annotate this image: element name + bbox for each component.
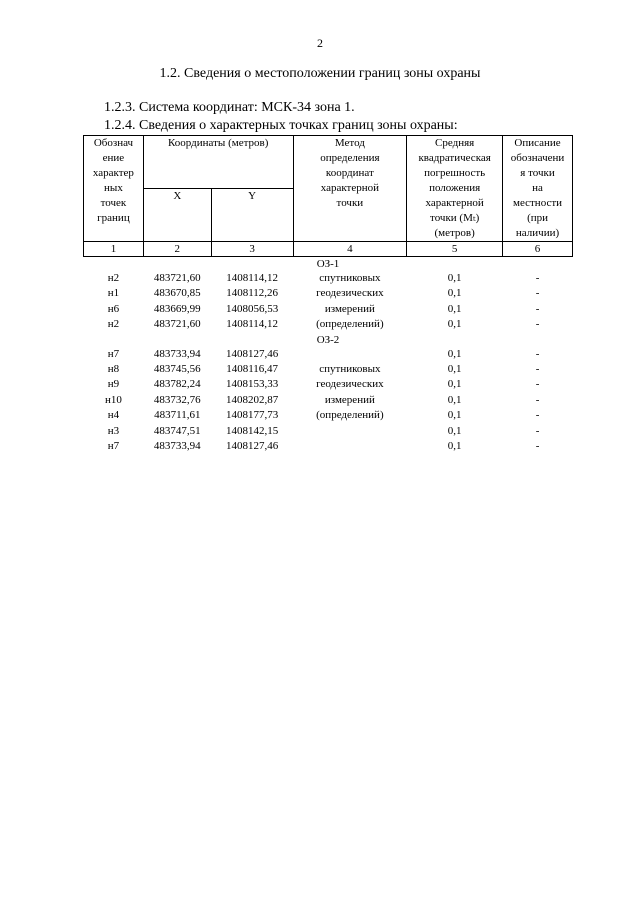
error-value: 0,1 <box>447 440 462 453</box>
method-line: измерений <box>324 302 375 315</box>
coord-x: 483747,51 <box>153 424 201 437</box>
coord-y: 1408127,46 <box>226 347 279 360</box>
description-value: - <box>535 287 540 300</box>
method-line: спутниковых <box>319 272 381 284</box>
column-number: 5 <box>407 242 503 257</box>
section-title: 1.2. Сведения о местоположении границ зоны охраны <box>159 66 481 81</box>
description-value: - <box>535 347 540 360</box>
column-number: 6 <box>503 242 573 257</box>
coord-x: 483745,56 <box>153 363 201 376</box>
header-line: Описание <box>514 137 561 149</box>
method-cell <box>293 347 407 362</box>
error-value: 0,1 <box>447 409 462 422</box>
method-line: (определений) <box>316 318 384 331</box>
coord-x: 483670,85 <box>153 287 201 300</box>
header-line: характерной <box>320 182 380 194</box>
header-line: (при <box>527 212 548 224</box>
table-row <box>84 271 573 286</box>
header-line: погрешность <box>424 167 486 179</box>
method-line: геодезических <box>316 287 384 300</box>
point-id: н2 <box>107 272 120 284</box>
table-row <box>84 408 573 423</box>
description-value: - <box>535 409 540 422</box>
method-cell <box>293 439 407 454</box>
coord-x: 483733,94 <box>153 440 201 453</box>
coord-y: 1408114,12 <box>226 318 279 331</box>
coord-y: 1408153,33 <box>226 378 279 391</box>
header-point-designation <box>84 136 144 242</box>
table-row <box>84 362 573 377</box>
header-y: Y <box>211 189 293 242</box>
coord-y: 1408112,26 <box>226 287 279 300</box>
error-value: 0,1 <box>447 272 462 284</box>
header-line: характерной <box>425 197 484 209</box>
table-row <box>84 424 573 439</box>
coord-y: 1408142,15 <box>226 424 279 437</box>
header-line: характер <box>92 167 134 179</box>
coord-y: 1408116,47 <box>226 363 279 376</box>
coordinate-system-line: 1.2.3. Система координат: МСК-34 зона 1. <box>104 100 355 115</box>
header-line: точки <box>336 197 364 209</box>
header-description <box>503 136 573 242</box>
zone-oz2 <box>84 333 573 347</box>
description-value: - <box>535 272 540 284</box>
table-row <box>84 302 573 317</box>
point-id: н4 <box>107 409 120 422</box>
table-header <box>84 136 573 257</box>
method-line: геодезических <box>316 378 384 391</box>
error-value: 0,1 <box>447 393 462 406</box>
point-id: н8 <box>107 363 120 376</box>
coord-y: 1408056,53 <box>226 302 279 315</box>
table-row <box>84 377 573 392</box>
zone-oz1 <box>84 257 573 272</box>
description-value: - <box>535 393 540 406</box>
coord-x: 483721,60 <box>153 272 201 284</box>
method-cell <box>293 424 407 439</box>
table-row <box>84 347 573 362</box>
coord-y: 1408202,87 <box>226 393 279 406</box>
coord-x: 483733,94 <box>153 347 201 360</box>
header-line: Средняя <box>435 137 475 149</box>
coord-x: 483732,76 <box>153 393 201 406</box>
header-error <box>407 136 503 242</box>
point-id: н9 <box>107 378 120 391</box>
header-line: положения <box>429 182 481 194</box>
header-line: квадратическая <box>418 152 491 164</box>
zone-oz2-points <box>84 347 573 455</box>
header-line: (метров) <box>434 227 475 239</box>
column-number: 3 <box>211 242 293 257</box>
column-number: 1 <box>84 242 144 257</box>
description-value: - <box>535 424 540 437</box>
coord-x: 483711,61 <box>154 409 201 422</box>
description-value: - <box>535 363 540 376</box>
column-number: 4 <box>293 242 407 257</box>
method-line: спутниковых <box>319 363 381 376</box>
page-number: 2 <box>317 36 323 50</box>
zone-oz1-points <box>84 271 573 333</box>
point-id: н1 <box>107 287 120 300</box>
header-method <box>293 136 407 242</box>
header-line: Метод <box>334 137 365 149</box>
header-line: ение <box>102 152 125 164</box>
coord-y: 1408114,12 <box>226 272 279 284</box>
description-value: - <box>535 378 540 391</box>
table-row <box>84 439 573 454</box>
zone-title-row <box>84 257 573 272</box>
header-line: я точки <box>520 167 555 179</box>
header-line: точки (Mₜ) <box>430 212 480 224</box>
point-id: н10 <box>104 393 122 406</box>
description-value: - <box>535 440 540 453</box>
method-line: измерений <box>324 393 375 406</box>
description-value: - <box>535 318 540 331</box>
zone-title: ОЗ-1 <box>316 258 340 270</box>
table-row <box>84 286 573 301</box>
header-line: обозначени <box>510 152 565 164</box>
header-line: границ <box>97 212 130 224</box>
point-id: н2 <box>107 318 120 331</box>
header-line: на <box>532 182 543 194</box>
method-line: (определений) <box>316 409 384 422</box>
header-x: X <box>143 189 211 242</box>
header-coordinates: Координаты (метров) <box>143 136 293 189</box>
table-row <box>84 317 573 332</box>
point-id: н6 <box>107 302 120 315</box>
header-line: определения <box>320 152 380 164</box>
header-line: наличии) <box>515 227 560 239</box>
coord-x: 483669,99 <box>153 302 201 315</box>
description-value: - <box>535 302 540 315</box>
error-value: 0,1 <box>447 302 462 315</box>
point-id: н3 <box>107 424 120 437</box>
error-value: 0,1 <box>447 318 462 331</box>
boundary-points-intro: 1.2.4. Сведения о характерных точках границ зоны охраны: <box>104 118 458 133</box>
error-value: 0,1 <box>447 378 462 391</box>
header-line: местности <box>513 197 563 209</box>
coord-x: 483782,24 <box>153 378 201 391</box>
coord-y: 1408177,73 <box>226 409 279 422</box>
table-row <box>84 393 573 408</box>
column-numbers-row <box>84 242 573 257</box>
header-line: координат <box>325 167 374 179</box>
point-id: н7 <box>107 440 120 453</box>
header-line: Обознач <box>93 137 134 149</box>
error-value: 0,1 <box>447 363 462 376</box>
boundary-points-table <box>83 135 573 454</box>
boundary-points-table-wrap <box>83 135 573 454</box>
column-number: 2 <box>143 242 211 257</box>
coord-x: 483721,60 <box>153 318 201 331</box>
error-value: 0,1 <box>447 347 462 360</box>
zone-title-row <box>84 333 573 347</box>
zone-title: ОЗ-2 <box>316 333 340 346</box>
header-line: точек <box>100 197 127 209</box>
point-id: н7 <box>107 347 120 360</box>
coord-y: 1408127,46 <box>226 440 279 453</box>
error-value: 0,1 <box>447 287 462 300</box>
header-line: ных <box>104 182 123 194</box>
error-value: 0,1 <box>447 424 462 437</box>
